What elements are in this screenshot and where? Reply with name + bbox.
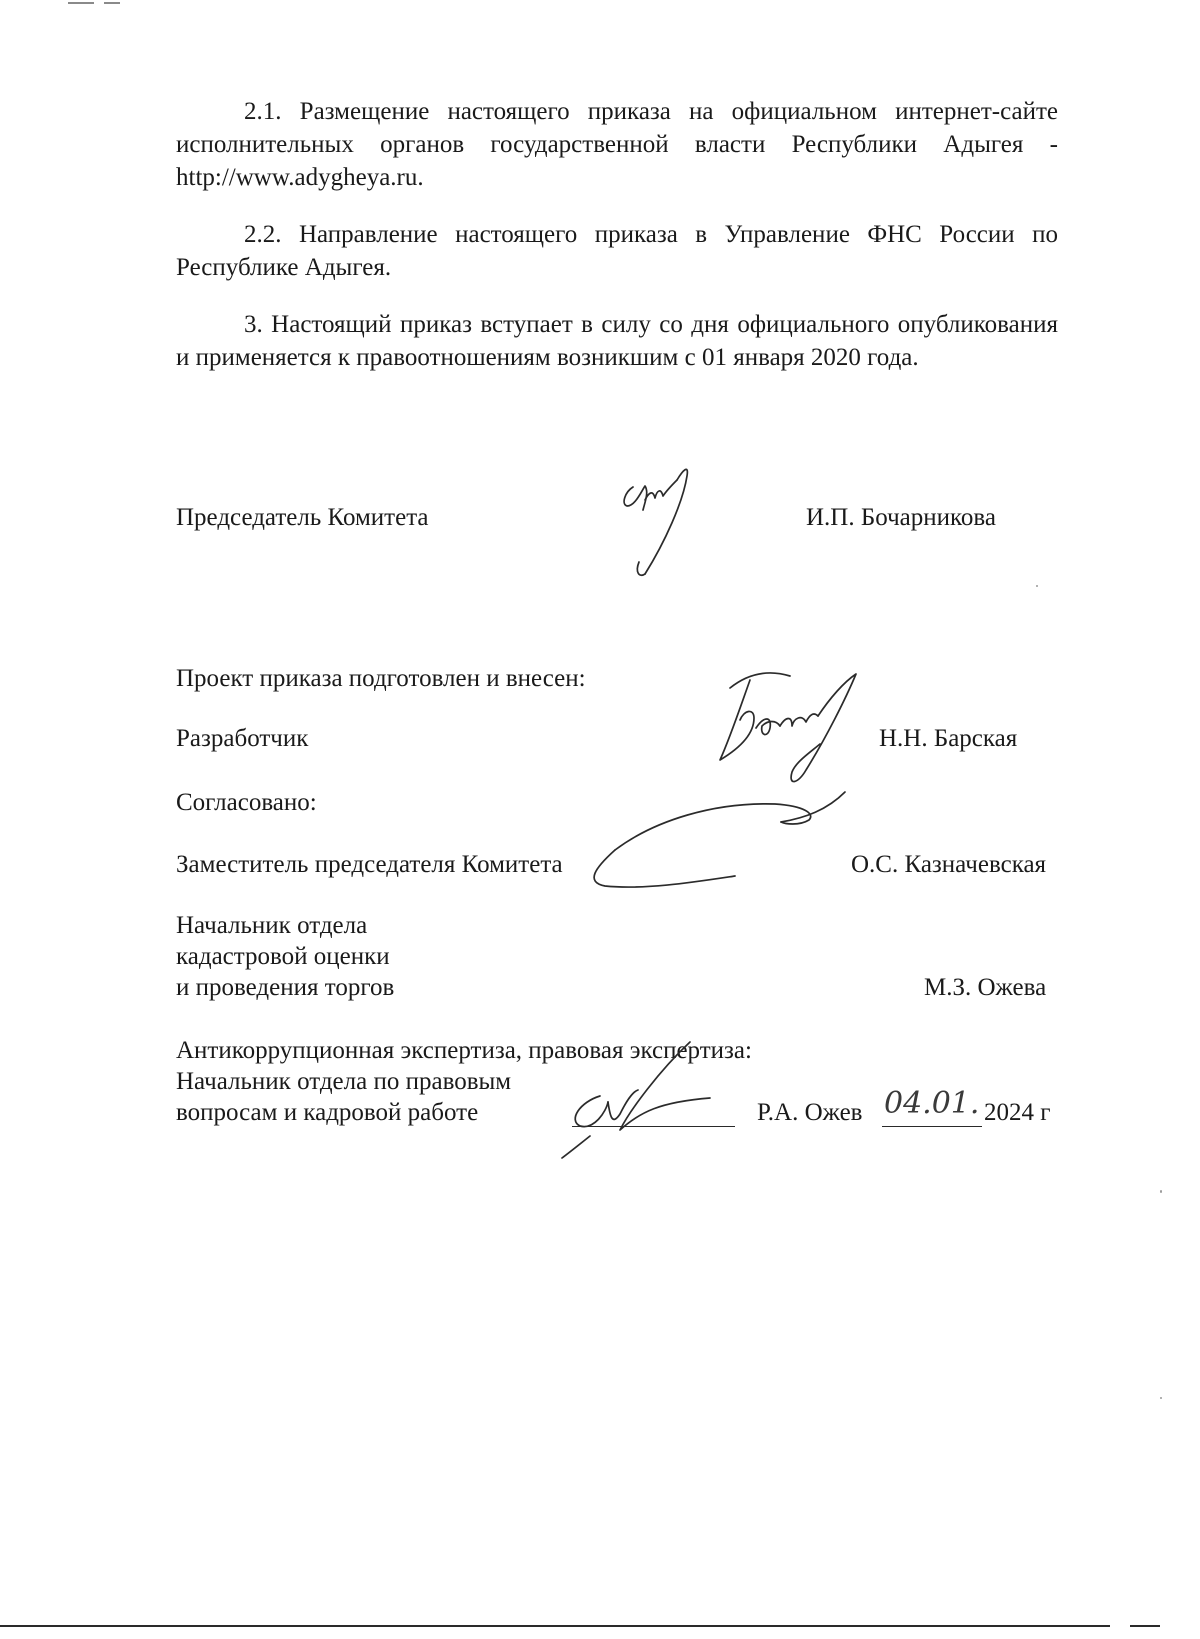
date-line [882,1126,982,1127]
developer-signature [710,668,880,798]
expertise-label-line1: Начальник отдела по правовым [176,1068,512,1095]
paragraph-2-2: 2.2. Направление настоящего приказа в Управление ФНС России по Республике Адыгея. [176,221,1058,281]
expertise-date-handwritten: 04.01. [884,1086,980,1121]
developer-name: Н.Н. Барская [879,725,1018,752]
chair-title: Председатель Комитета [176,504,429,531]
deputy-signature [575,790,895,910]
expertise-heading: Антикоррупционная экспертиза, правовая экспертиза: [176,1037,752,1064]
deputy-label: Заместитель председателя Комитета [176,851,563,878]
expertise-signature [550,1040,750,1160]
prepared-heading: Проект приказа подготовлен и внесен: [176,665,586,692]
scan-speck [1036,585,1038,587]
dept-head-line1: Начальник отдела [176,912,368,939]
dept-head-line2: кадастровой оценки [176,943,390,970]
chair-signature [615,462,715,582]
scan-speck [1160,1397,1162,1399]
bottom-border [1130,1625,1160,1627]
bottom-border [0,1625,1110,1627]
scan-mark [68,2,94,4]
dept-head-name: М.З. Ожева [924,974,1047,1001]
paragraph-2-1: 2.1. Размещение настоящего приказа на официальном интернет-сайте исполнительных органов государственной власти Республики Адыгея - http://www.adygheya.ru. [176,98,1058,191]
chair-name: И.П. Бочарникова [806,504,996,531]
expertise-name: Р.А. Ожев [757,1099,863,1126]
expertise-year: 2024 г [984,1099,1051,1126]
deputy-name: О.С. Казначевская [851,851,1047,878]
developer-label: Разработчик [176,725,309,752]
scan-speck [1160,1190,1162,1193]
expertise-label-line2: вопросам и кадровой работе [176,1099,479,1126]
dept-head-line3: и проведения торгов [176,974,395,1001]
agreed-heading: Согласовано: [176,789,317,816]
paragraph-3: 3. Настоящий приказ вступает в силу со дня официального опубликования и применяется к правоотношениям возникшим с 01 января 2020 года. [176,311,1058,371]
scan-mark [104,2,120,4]
